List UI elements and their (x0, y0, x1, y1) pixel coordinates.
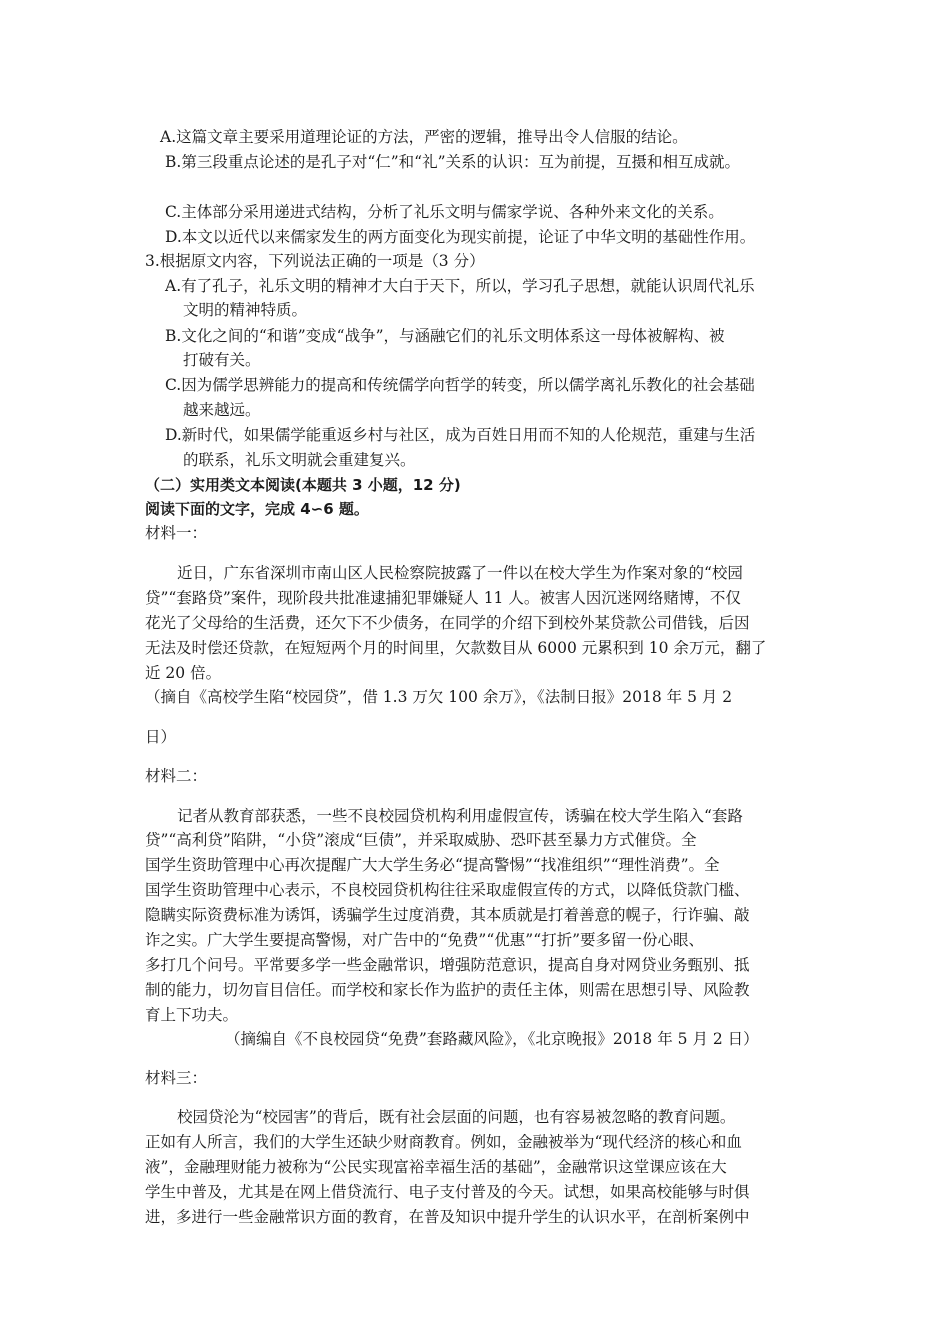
material-2-line: 多打几个问号。平常要多学一些金融常识，增强防范意识，提高自身对网贷业务甄别、抵 (145, 956, 750, 974)
q3-option-a-cont: 文明的精神特质。 (183, 301, 308, 319)
q2-option-b: B.第三段重点论述的是孔子对“仁”和“礼”关系的认识：互为前提，互摄和相互成就。 (165, 153, 741, 171)
q3-option-b: B.文化之间的“和谐”变成“战争”，与涵融它们的礼乐文明体系这一母体被解构、被 (165, 327, 725, 345)
material-1-label: 材料一： (145, 524, 208, 542)
material-2-line: 制的能力，切勿盲目信任。而学校和家长作为监护的责任主体，则需在思想引导、风险教 (145, 981, 750, 999)
q2-option-a: A.这篇文章主要采用道理论证的方法，严密的逻辑，推导出令人信服的结论。 (160, 128, 688, 146)
material-3-line: 进，多进行一些金融常识方面的教育，在普及知识中提升学生的认识水平，在剖析案例中 (145, 1208, 750, 1226)
material-3-line: 学生中普及，尤其是在网上借贷流行、电子支付普及的今天。试想，如果高校能够与时俱 (145, 1183, 750, 1201)
material-2-line: 记者从教育部获悉，一些不良校园贷机构利用虚假宣传，诱骗在校大学生陷入“套路 (177, 807, 743, 825)
q2-option-d: D.本文以近代以来儒家发生的两方面变化为现实前提，论证了中华文明的基础性作用。 (165, 228, 756, 246)
q3-option-d-cont: 的联系，礼乐文明就会重建复兴。 (183, 451, 416, 469)
material-1-line: 无法及时偿还贷款，在短短两个月的时间里，欠款数目从 6000 元累积到 10 余万元，翻了 (145, 639, 767, 657)
material-2-line: 育上下功夫。 (145, 1006, 239, 1024)
material-1-source: （摘自《高校学生陷“校园贷”，借 1.3 万欠 100 余万》，《法制日报》2018 年 5 月 2 (145, 688, 733, 706)
section-heading: （二）实用类文本阅读(本题共 3 小题，12 分) (145, 476, 461, 494)
material-3-line: 液”，金融理财能力被称为“公民实现富裕幸福生活的基础”，金融常识这堂课应该在大 (145, 1158, 727, 1176)
material-2-line: 国学生资助管理中心再次提醒广大大学生务必“提高警惕”“找准组织”“理性消费”。全 (145, 856, 720, 874)
q2-option-c: C.主体部分采用递进式结构，分析了礼乐文明与儒家学说、各种外来文化的关系。 (165, 203, 724, 221)
q3-option-b-cont: 打破有关。 (183, 351, 261, 369)
q3-option-c-cont: 越来越远。 (183, 401, 261, 419)
material-2-line: 隐瞒实际资费标准为诱饵，诱骗学生过度消费，其本质就是打着善意的幌子，行诈骗、敲 (145, 906, 750, 924)
q3-option-a: A.有了孔子，礼乐文明的精神才大白于天下，所以，学习孔子思想，就能认识周代礼乐 (165, 277, 755, 295)
material-2-line: 国学生资助管理中心表示，不良校园贷机构往往采取虚假宣传的方式，以降低贷款门槛、 (145, 881, 750, 899)
section-instruction: 阅读下面的文字，完成 4∽6 题。 (145, 500, 369, 518)
material-1-line: 花光了父母给的生活费，还欠下不少债务，在同学的介绍下到校外某贷款公司借钱，后因 (145, 614, 750, 632)
material-1-line: 近日，广东省深圳市南山区人民检察院披露了一件以在校大学生为作案对象的“校园 (177, 564, 743, 582)
material-1-source-cont: 日） (145, 728, 177, 746)
q3-stem: 3.根据原文内容，下列说法正确的一项是（3 分） (145, 252, 485, 270)
material-3-line: 正如有人所言，我们的大学生还缺少财商教育。例如，金融被举为“现代经济的核心和血 (145, 1133, 742, 1151)
material-1-line: 近 20 倍。 (145, 664, 222, 682)
material-3-line: 校园贷沦为“校园害”的背后，既有社会层面的问题，也有容易被忽略的教育问题。 (177, 1108, 736, 1126)
material-2-line: 贷”“高利贷”陷阱，“小贷”滚成“巨债”，并采取威胁、恐吓甚至暴力方式催贷。全 (145, 831, 697, 849)
material-2-source: （摘编自《不良校园贷“免费”套路藏风险》，《北京晚报》2018 年 5 月 2 日） (225, 1030, 759, 1048)
q3-option-c: C.因为儒学思辨能力的提高和传统儒学向哲学的转变，所以儒学离礼乐教化的社会基础 (165, 376, 755, 394)
material-2-line: 诈之实。广大学生要提高警惕，对广告中的“免费”“优惠”“打折”要多留一份心眼、 (145, 931, 705, 949)
material-2-label: 材料二： (145, 767, 208, 785)
material-1-line: 贷”“套路贷”案件，现阶段共批准逮捕犯罪嫌疑人 11 人。被害人因沉迷网络赌博，不仅 (145, 589, 741, 607)
q3-option-d: D.新时代，如果儒学能重返乡村与社区，成为百姓日用而不知的人伦规范，重建与生活 (165, 426, 756, 444)
material-3-label: 材料三： (145, 1069, 208, 1087)
